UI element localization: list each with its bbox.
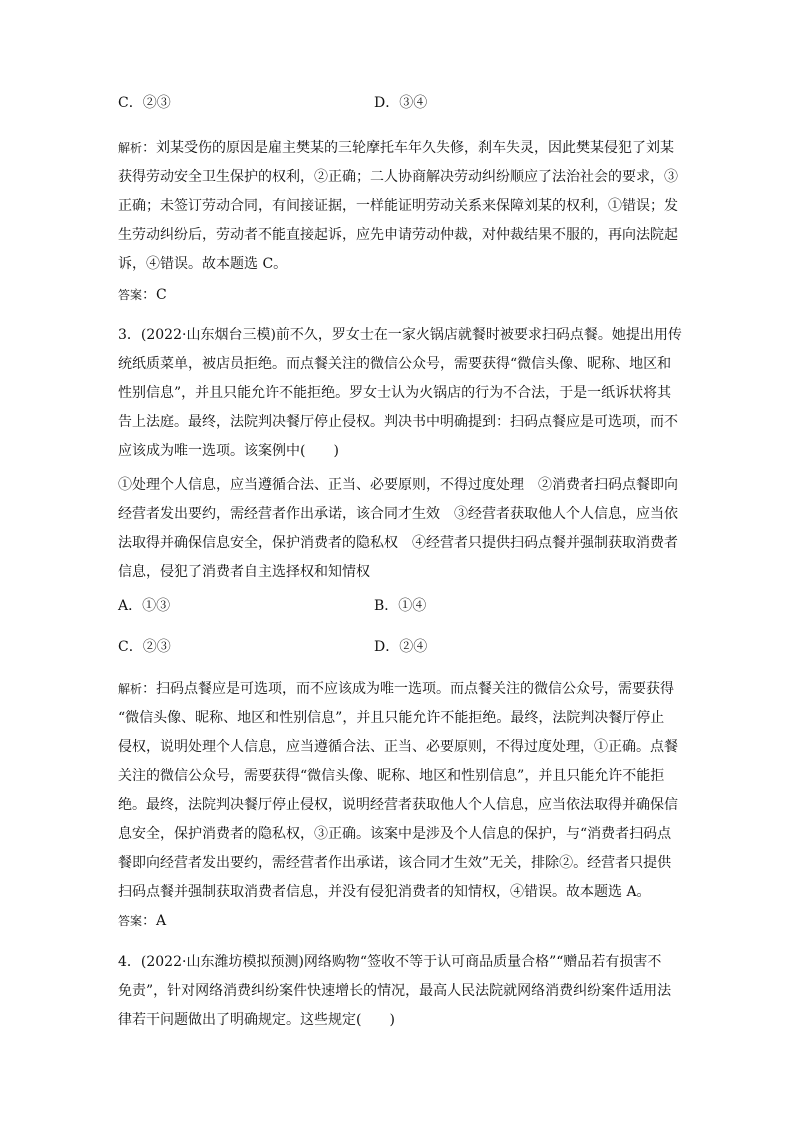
q2-option-c: C．②③ xyxy=(118,95,171,111)
q2-analysis-line: 诉，④错误。故本题选 C。 xyxy=(118,256,288,272)
q3-statement-line: 法取得并确保信息安全，保护消费者的隐私权 ④经营者只提供扫码点餐并强制获取消费者 xyxy=(118,535,678,551)
q3-stem-line: 统纸质菜单，被店员拒绝。而点餐关注的微信公众号，需要获得“微信头像、昵称、地区和 xyxy=(118,356,672,372)
q3-stem-line: 告上法庭。最终，法院判决餐厅停止侵权。判决书中明确提到：扫码点餐应是可选项，而不 xyxy=(118,414,678,430)
q3-analysis-line: “微信头像、昵称、地区和性别信息”，并且只能允许不能拒绝。最终，法院判决餐厅停止 xyxy=(118,710,665,726)
q3-answer xyxy=(118,907,166,936)
q3-statement-line: 经营者发出要约，需经营者作出承诺，该合同才生效 ③经营者获取他人个人信息，应当依 xyxy=(118,506,678,522)
q2-analysis-label: 解析 xyxy=(118,141,143,155)
q3-options-row-cd xyxy=(118,633,678,662)
q3-option-d: D．②④ xyxy=(374,639,428,655)
q2-analysis-line: 正确；未签订劳动合同，有间接证据，一样能证明劳动关系来保障刘某的权利，①错误；发 xyxy=(118,198,678,214)
q3-options-row-ab xyxy=(118,592,678,621)
q3-analysis-line: 侵权，说明处理个人信息，应当遵循合法、正当、必要原则，不得过度处理，①正确。点餐 xyxy=(118,739,678,755)
q3-analysis-line: 餐即向经营者发出要约，需经营者作出承诺，该合同才生效”无关，排除②。经营者只提供 xyxy=(118,855,672,871)
q2-answer-label: 答案 xyxy=(118,288,143,302)
q3-analysis-line: 绝。最终，法院判决餐厅停止侵权，说明经营者获取他人个人信息，应当依法取得并确保信 xyxy=(118,797,678,813)
q2-analysis-line: 获得劳动安全卫生保护的权利，②正确；二人协商解决劳动纠纷顺应了法治社会的要求，③ xyxy=(118,169,678,185)
q3-stem-line: 3．(2022·山东烟台三模)前不久，罗女士在一家火锅店就餐时被要求扫码点餐。她提出用传 xyxy=(118,327,682,343)
q2-answer-value: ：C xyxy=(142,287,167,303)
q3-analysis-label: 解析 xyxy=(118,682,143,696)
q3-statement-line: ①处理个人信息，应当遵循合法、正当、必要原则，不得过度处理 ②消费者扫码点餐即向 xyxy=(118,477,678,493)
q3-option-a: A．①③ xyxy=(118,598,171,614)
q3-statement-line: 信息，侵犯了消费者自主选择权和知情权 xyxy=(118,564,370,580)
q2-analysis-line: 解析：刘某受伤的原因是雇主樊某的三轮摩托车年久失修，刹车失灵，因此樊某侵犯了刘某 xyxy=(118,140,675,156)
q3-stem xyxy=(118,321,682,466)
q3-analysis-line: 关注的微信公众号，需要获得“微信头像、昵称、地区和性别信息”，并且只能允许不能拒 xyxy=(118,768,665,784)
q3-stem-line: 应该成为唯一选项。该案例中( ) xyxy=(118,443,339,459)
q3-analysis xyxy=(118,675,678,907)
q2-answer xyxy=(118,281,167,310)
q4-stem-line: 免责”，针对网络消费纠纷案件快速增长的情况，最高人民法院就网络消费纠纷案件适用法 xyxy=(118,983,672,999)
q3-analysis-line: 解析：扫码点餐应是可选项，而不应该成为唯一选项。而点餐关注的微信公众号，需要获得 xyxy=(118,681,675,697)
q3-analysis-line: 息安全，保护消费者的隐私权，③正确。该案中是涉及个人信息的保护，与“消费者扫码点 xyxy=(118,826,672,842)
q3-stem-line: 性别信息”，并且只能允许不能拒绝。罗女士认为火锅店的行为不合法，于是一纸诉状将其 xyxy=(118,385,672,401)
q2-options-row xyxy=(118,89,678,118)
q2-option-d: D．③④ xyxy=(374,95,428,111)
q3-option-b: B．①④ xyxy=(374,598,427,614)
q3-answer-value: ：A xyxy=(142,913,167,929)
q3-answer-label: 答案 xyxy=(118,914,143,928)
q4-stem-line: 律若干问题做出了明确规定。这些规定( ) xyxy=(118,1012,395,1028)
q3-statements xyxy=(118,471,678,587)
q2-analysis xyxy=(118,134,678,279)
q3-analysis-line: 扫码点餐并强制获取消费者信息，并没有侵犯消费者的知情权，④错误。故本题选 A。 xyxy=(118,884,651,900)
q2-analysis-line: 生劳动纠纷后，劳动者不能直接起诉，应先申请劳动仲裁，对仲裁结果不服的，再向法院起 xyxy=(118,227,678,243)
q3-option-c: C．②③ xyxy=(118,639,171,655)
q4-stem xyxy=(118,948,678,1035)
q4-stem-line: 4．(2022·山东潍坊模拟预测)网络购物“签收不等于认可商品质量合格”“赠品若有损害不 xyxy=(118,954,662,970)
